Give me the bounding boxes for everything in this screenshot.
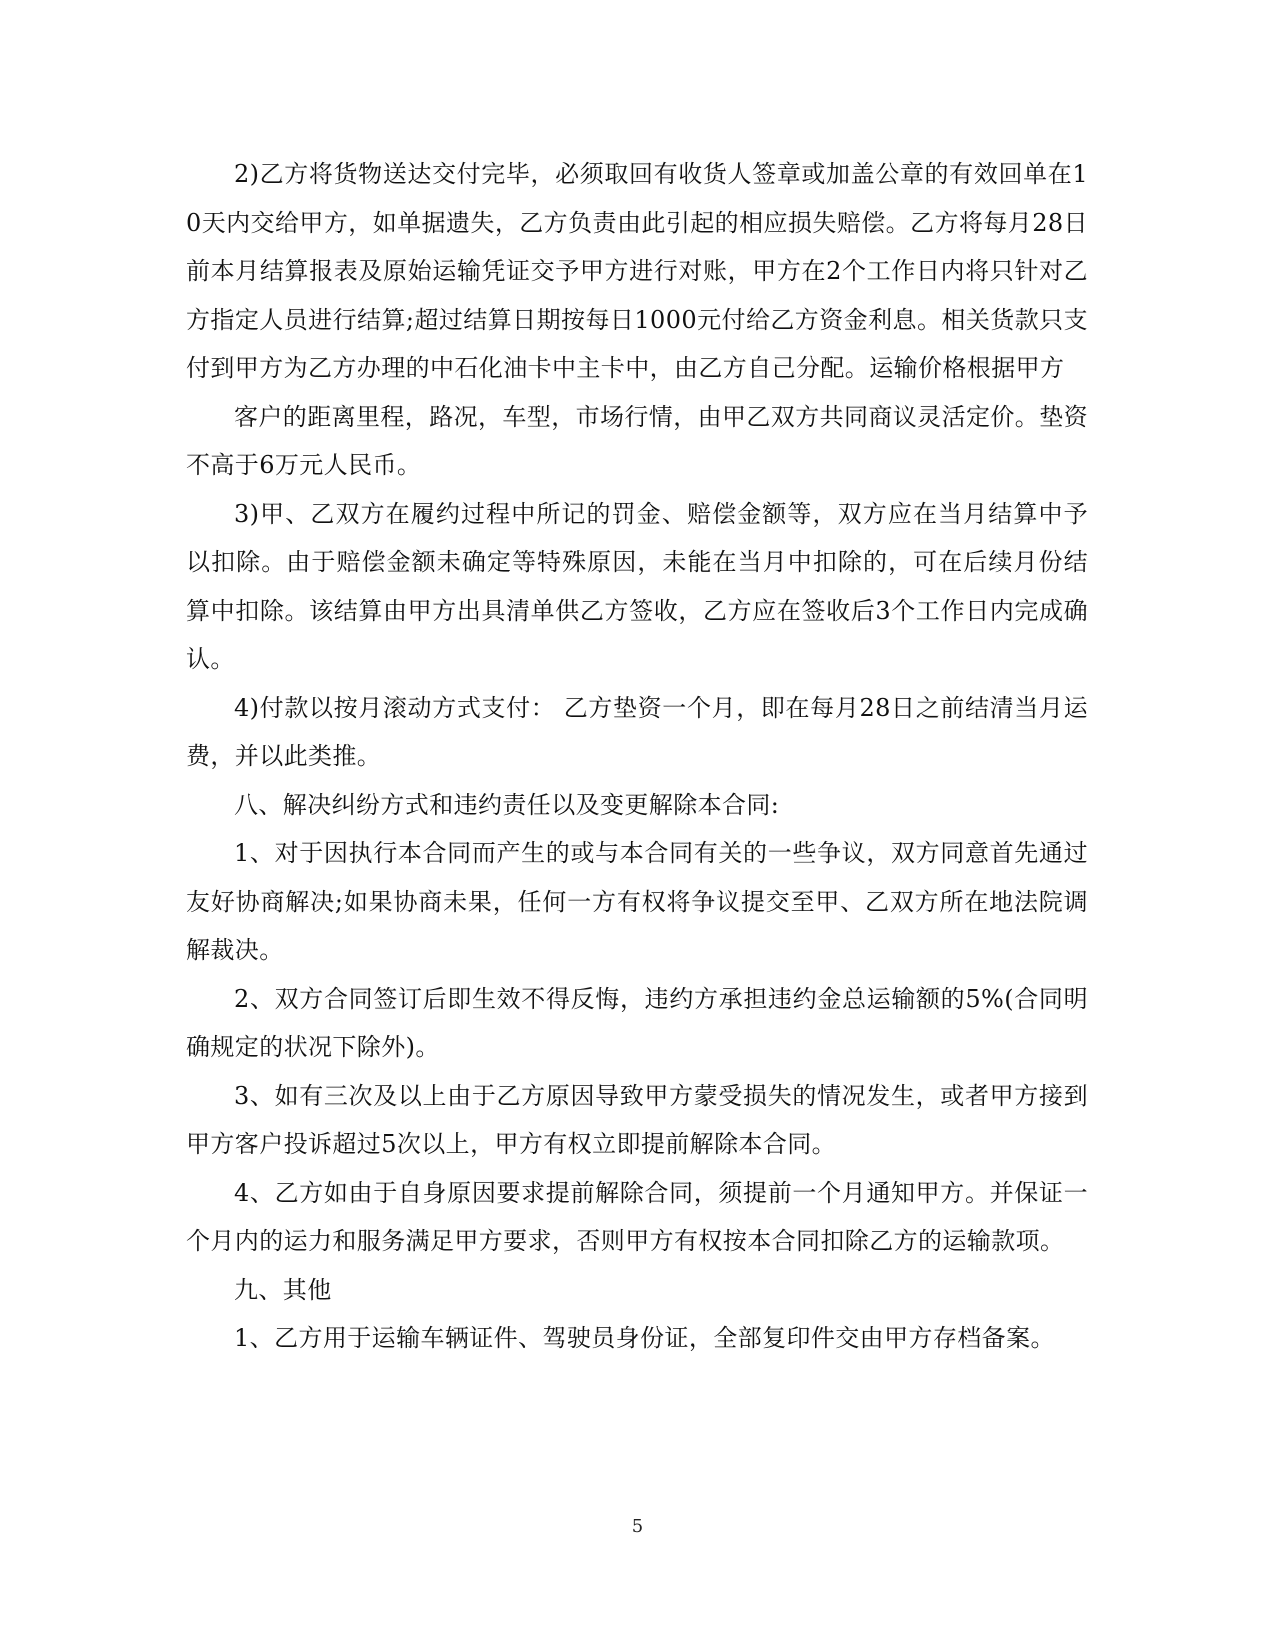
paragraph-pricing: 客户的距离里程，路况，车型，市场行情，由甲乙双方共同商议灵活定价。垫资不高于6万元人民币。 [186,402,1088,479]
page-number: 5 [631,1516,644,1537]
section-heading-other: 九、其他 [234,1275,332,1304]
paragraph-termination-by-party-b: 4、乙方如由于自身原因要求提前解除合同，须提前一个月通知甲方。并保证一个月内的运力和服务满足甲方要求，否则甲方有权按本合同扣除乙方的运输款项。 [186,1178,1088,1255]
paragraph-documents-archive: 1、乙方用于运输车辆证件、驾驶员身份证，全部复印件交由甲方存档备案。 [234,1324,1055,1352]
paragraph-dispute-resolution: 1、对于因执行本合同而产生的或与本合同有关的一些争议，双方同意首先通过友好协商解决;如果协商未果，任何一方有权将争议提交至甲、乙双方所在地法院调解裁决。 [186,839,1088,964]
section-heading-disputes: 八、解决纠纷方式和违约责任以及变更解除本合同: [234,790,780,819]
document-body [186,150,1088,1363]
paragraph-breach-penalty: 2、双方合同签订后即生效不得反悔，违约方承担违约金总运输额的5%(合同明确规定的状况下除外)。 [186,984,1088,1061]
paragraph-payment-receipts: 2)乙方将货物送达交付完毕，必须取回有收货人签章或加盖公章的有效回单在10天内交给甲方，如单据遗失，乙方负责由此引起的相应损失赔偿。乙方将每月28日前本月结算报表及原始运输凭证交予甲方进行对账，甲方在2个工作日内将只针对乙方指定人员进行结算;超过结算日期按每日1000元付给乙方资金利息。相关货款只支付到甲方为乙方办理的中石化油卡中主卡中，由乙方自己分配。运输价格根据甲方 [186,160,1088,382]
paragraph-termination-by-party-a: 3、如有三次及以上由于乙方原因导致甲方蒙受损失的情况发生，或者甲方接到甲方客户投诉超过5次以上，甲方有权立即提前解除本合同。 [186,1081,1088,1158]
paragraph-monthly-payment: 4)付款以按月滚动方式支付： 乙方垫资一个月，即在每月28日之前结清当月运费，并以此类推。 [186,693,1088,770]
paragraph-penalty-deduction: 3)甲、乙双方在履约过程中所记的罚金、赔偿金额等，双方应在当月结算中予以扣除。由于赔偿金额未确定等特殊原因，未能在当月中扣除的，可在后续月份结算中扣除。该结算由甲方出具清单供乙方签收，乙方应在签收后3个工作日内完成确认。 [186,499,1088,673]
